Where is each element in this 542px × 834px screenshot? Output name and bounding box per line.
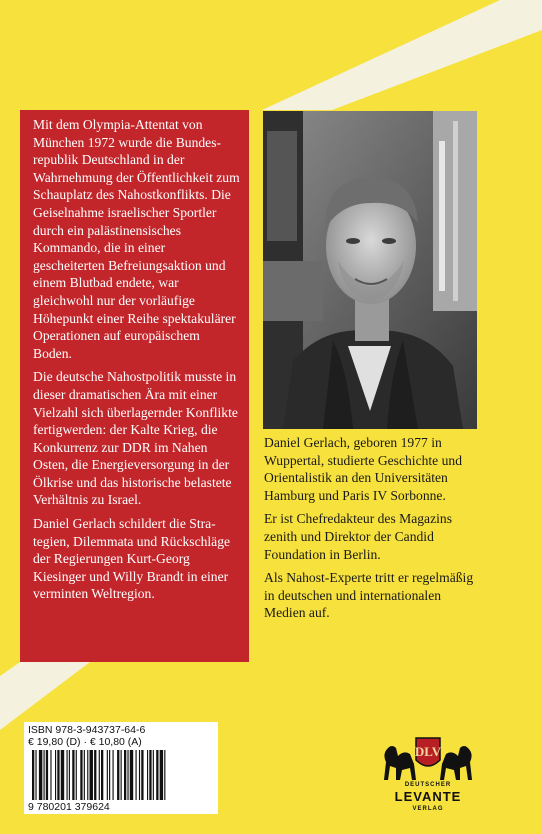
bio-paragraph: Als Nahost-Experte tritt er regelmäßig in deutschen und internationalen Medien auf. [264, 570, 474, 621]
publisher-logo [376, 730, 480, 822]
publisher-line-top: DEUTSCHER [404, 782, 452, 788]
blurb-box [20, 110, 249, 662]
isbn-barcode-box [24, 722, 218, 814]
author-bio [264, 434, 484, 628]
bio-paragraph: Er ist Chefredakteur des Magazins zenith und Direktor der Candid Foundation in Berlin. [264, 511, 452, 562]
price-info: € 19,80 (D) · € 10,80 (A) [28, 736, 142, 748]
blurb-paragraph: Daniel Gerlach schildert die Strategien, Dilemmata und Rückschläge der Regierungen Kurt-Georg Kiesinger und Willy Brandt in einer verminten Weltregion. [33, 516, 231, 602]
publisher-line-bottom: VERLAG [412, 806, 444, 812]
publisher-name: LEVANTE [394, 789, 462, 804]
author-photo-image [263, 111, 477, 429]
barcode-number: 9 780201 379624 [28, 801, 110, 813]
isbn-number: ISBN 978-3-943737-64-6 [28, 724, 146, 736]
barcode-bars [30, 750, 212, 802]
author-photo [263, 111, 477, 429]
barcode [30, 750, 212, 802]
blurb-paragraph: Die deutsche Nahostpolitik musste in dieser dramatischen Ära mit einer Vielzahl sich überlagernder Konflikte fertigwerden: der Kalte Krieg, die Konkurrenz zur DDR im Nahen Osten, die Energieversorgung in der Ölkrise und das historische belastete Verhältnis zu Israel. [33, 369, 238, 508]
blurb-paragraph: Mit dem Olympia-Attentat von München 1972 wurde die Bundesrepublik Deutschland in der Wahrnehmung der Öffentlichkeit zum Schauplatz des Nahostkonflikts. Die Geiselnahme israelischer Sportler durch ein palästinensisches Kommando, die in einer gescheiterten Befreiungsaktion und einem Blutbad endete, war gleichwohl nur der vorläufige Höhepunkt einer Reihe spektakulärer Operationen auf europäischem Boden. [33, 117, 240, 361]
publisher-monogram: DLV [414, 744, 442, 759]
bio-paragraph: Daniel Gerlach, geboren 1977 in Wuppertal, studierte Geschichte und Orientalistik an den Universitäten Hamburg und Paris IV Sorbonne. [264, 435, 463, 503]
camel-emblem-icon [376, 730, 480, 784]
